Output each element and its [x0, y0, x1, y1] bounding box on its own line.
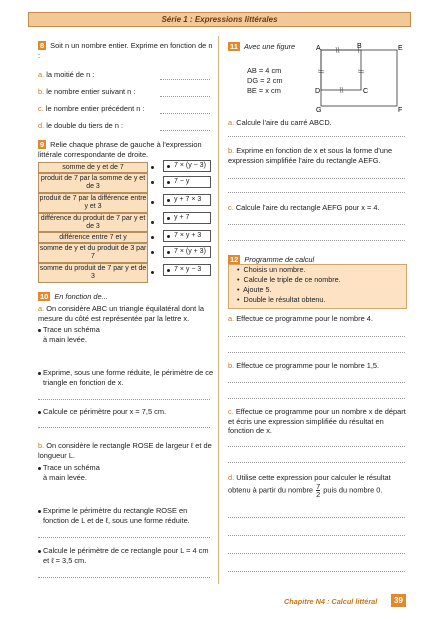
match-dot-icon[interactable] — [167, 269, 170, 272]
match-dot-icon[interactable] — [167, 165, 170, 168]
exercise-11-b: b. Exprime en fonction de x et sous la forme d'une expression simplifiée l'aire du rectangle AEFG. — [228, 146, 393, 165]
program-step: • Calcule le triple de ce nombre. — [237, 275, 341, 284]
exercise-10-b-item-3: Calcule le périmètre de ce rectangle pour L = 4 cm et ℓ = 3,5 cm. — [43, 546, 209, 565]
bullet-icon — [38, 329, 41, 332]
vertex-label-f: F — [398, 107, 403, 114]
match-dot-icon[interactable] — [167, 251, 170, 254]
match-left-phrase: produit de 7 par la somme de y et de 3 — [38, 173, 148, 193]
answer-line — [38, 537, 210, 538]
series-title: Série 1 : Expressions littérales — [161, 15, 278, 24]
match-dot-icon[interactable] — [151, 201, 154, 204]
fraction: $\frac{7}{2}$ — [316, 481, 321, 499]
exercise-12-b: b. Effectue ce programme pour le nombre 1,5. — [228, 361, 380, 370]
answer-line — [160, 96, 210, 97]
answer-line — [228, 382, 405, 383]
exercise-10-a-item-1: Trace un schéma à main levée. — [43, 325, 100, 344]
exercise-8-intro: 8 Soit n un nombre entier. Exprime en fonction de n : — [38, 41, 213, 60]
match-dot-icon[interactable] — [151, 221, 154, 224]
exercise-10-a: a. On considère ABC un triangle équilatéral dont la mesure du côté est représentée par la lettre x. — [38, 304, 204, 323]
exercise-8-item-c: c. le nombre entier précédent n : — [38, 104, 145, 113]
answer-line — [228, 553, 405, 554]
answer-line — [228, 517, 405, 518]
match-right-expression: y + 7 — [163, 212, 211, 224]
exercise-number: 8 — [40, 41, 45, 50]
match-dot-icon[interactable] — [167, 235, 170, 238]
match-right-expression: 7 × y − 3 — [163, 264, 211, 276]
answer-line — [160, 79, 210, 80]
program-box — [228, 264, 407, 309]
answer-line — [38, 399, 210, 400]
vertex-label-d: D — [315, 88, 321, 95]
exercise-10-a-item-3: Calcule ce périmètre pour x = 7,5 cm. — [43, 407, 167, 416]
exercise-8-item-b: b. le nombre entier suivant n : — [38, 87, 136, 96]
exercise-12-a: a. Effectue ce programme pour le nombre 4. — [228, 314, 373, 323]
match-right-expression: 7 × (y − 3) — [163, 160, 211, 172]
exercise-12-d: d. Utilise cette expression pour calculer le résultat obtenu à partir du nombre $\frac{7}{2}$ puis du nombre 0. — [228, 473, 391, 499]
match-left-phrase: produit de 7 par la différence entre y et 3 — [38, 193, 148, 213]
bullet-icon — [38, 411, 41, 414]
figure-measures: AB = 4 cm DG = 2 cm BE = x cm — [247, 66, 283, 95]
exercise-9-intro: 9 Relie chaque phrase de gauche à l'expression littérale correspondante de droite. — [38, 140, 202, 159]
program-step: • Choisis un nombre. — [237, 265, 306, 274]
match-dot-icon[interactable] — [151, 236, 154, 239]
answer-line — [228, 398, 405, 399]
answer-line — [228, 462, 405, 463]
exercise-12-title: 12 Programme de calcul — [230, 255, 315, 264]
series-banner — [28, 12, 411, 27]
exercise-8-item-d: d. le double du tiers de n : — [38, 121, 124, 130]
match-right-expression: y + 7 × 3 — [163, 194, 211, 206]
match-left-phrase: différence entre 7 et y — [38, 232, 148, 243]
match-dot-icon[interactable] — [151, 166, 154, 169]
answer-line — [228, 192, 405, 193]
program-step: • Double le résultat obtenu. — [237, 295, 326, 304]
vertex-label-b: B — [357, 43, 362, 50]
match-dot-icon[interactable] — [151, 271, 154, 274]
match-right-expression: 7 × y + 3 — [163, 230, 211, 242]
chapter-footer: Chapitre N4 : Calcul littéral — [284, 597, 378, 606]
bullet-icon — [38, 467, 41, 470]
bullet-icon — [38, 550, 41, 553]
vertex-label-g: G — [316, 107, 322, 114]
answer-line — [228, 136, 405, 137]
answer-line — [228, 240, 405, 241]
exercise-10-b: b. On considère le rectangle ROSE de largeur ℓ et de longueur L. — [38, 441, 212, 460]
answer-line — [38, 427, 210, 428]
answer-line — [228, 535, 405, 536]
match-left-phrase: somme de y et de 7 — [38, 162, 148, 173]
exercise-8-item-a: a. la moitié de n : — [38, 70, 95, 79]
exercise-11-title: 11 Avec une figure — [230, 42, 296, 51]
match-left-phrase: somme de y et du produit de 3 par 7 — [38, 243, 148, 263]
exercise-11-c: c. Calcule l'aire du rectangle AEFG pour x = 4. — [228, 203, 380, 212]
match-left-phrase: somme du produit de 7 par y et de 3 — [38, 263, 148, 283]
bullet-icon — [38, 510, 41, 513]
match-dot-icon[interactable] — [151, 251, 154, 254]
page-number: 39 — [391, 594, 406, 607]
column-divider — [218, 36, 219, 584]
answer-line — [160, 130, 210, 131]
exercise-12-c: c. Effectue ce programme pour un nombre x de départ et écris une expression simplifiée du résultat en fonction de x. — [228, 407, 406, 435]
exercise-10-a-item-2: Exprime, sous une forme réduite, le périmètre de ce triangle en fonction de x. — [43, 368, 214, 387]
match-dot-icon[interactable] — [167, 181, 170, 184]
match-dot-icon[interactable] — [167, 217, 170, 220]
exercise-10-b-item-1: Trace un schéma à main levée. — [43, 463, 100, 482]
square-rectangle-figure — [310, 42, 410, 114]
match-right-expression: 7 × (y + 3) — [163, 246, 211, 258]
answer-line — [160, 113, 210, 114]
match-dot-icon[interactable] — [167, 199, 170, 202]
vertex-label-e: E — [398, 45, 403, 52]
answer-line — [228, 224, 405, 225]
match-right-expression: 7 − y — [163, 176, 211, 188]
answer-line — [228, 571, 405, 572]
answer-line — [228, 352, 405, 353]
vertex-label-a: A — [316, 45, 321, 52]
vertex-label-c: C — [363, 88, 369, 95]
exercise-10-title: 10 En fonction de... — [40, 292, 108, 301]
exercise-10-b-item-2: Exprime le périmètre du rectangle ROSE en fonction de L et de ℓ, sous une forme réduite. — [43, 506, 190, 525]
exercise-11-a: a. Calcule l'aire du carré ABCD. — [228, 118, 332, 127]
program-step: • Ajoute 5. — [237, 285, 272, 294]
match-dot-icon[interactable] — [151, 181, 154, 184]
answer-line — [228, 446, 405, 447]
bullet-icon — [38, 372, 41, 375]
match-left-phrase: différence du produit de 7 par y et de 3 — [38, 213, 148, 232]
answer-line — [228, 178, 405, 179]
answer-line — [38, 577, 210, 578]
answer-line — [228, 336, 405, 337]
